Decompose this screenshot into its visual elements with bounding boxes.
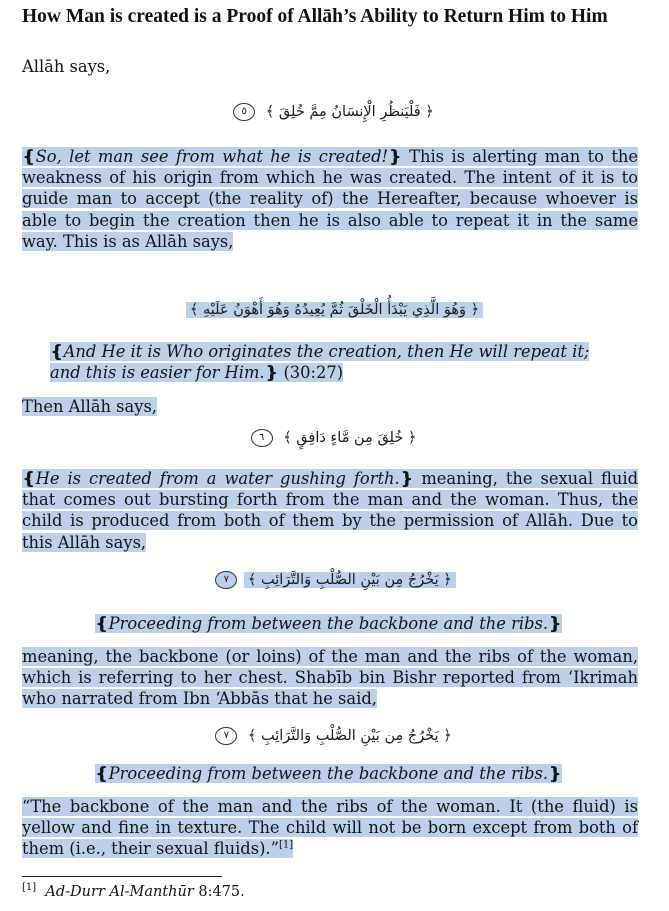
quote-block-5 <box>95 763 575 784</box>
ayah-number-badge: ٦ <box>251 429 273 447</box>
highlighted-quote-4 <box>95 614 562 633</box>
highlighted-paragraph-4: meaning, the backbone (or loins) of the man and the ribs of the woman, which is referring to her chest. Shabīb bin Bishr reported from ‘Ikrimah who narrated from Ibn ‘Abbās that he said, <box>22 647 638 709</box>
quote-close-brace-icon: ❵ <box>264 363 279 383</box>
arabic-verse-2-text: ﴿ وَهُوَ الَّذِي يَبْدَأُ الْخَلْقَ ثُمَّ يُعِيدُهُ وَهُوَ أَهْوَنُ عَلَيْهِ ﴾ <box>186 302 483 318</box>
allah-says-text: Allāh says, <box>22 57 111 76</box>
highlighted-quote-2 <box>50 342 589 382</box>
arabic-verse-4-text: ﴿ يَخْرُجُ مِن بَيْنِ الصُّلْبِ وَالتَّرَائِبِ ﴾ <box>244 572 456 588</box>
quote-close-brace-icon: ❵ <box>388 147 402 166</box>
footnote-source-title: Ad-Durr Al-Manthūr <box>45 884 194 900</box>
quote-open-brace-icon: ❴ <box>22 147 36 166</box>
ayah-number-badge: ٥ <box>233 103 255 121</box>
highlighted-quote-5 <box>95 764 562 783</box>
quote-block-2 <box>50 341 616 383</box>
quote-close-brace-icon: ❵ <box>548 614 562 633</box>
then-allah-says-text: Then Allāh says, <box>22 397 157 416</box>
paragraph-1 <box>22 146 638 252</box>
arabic-verse-3-text: ﴿ خُلِقَ مِن مَّاءٍ دَافِقٍ ﴾ <box>283 430 417 446</box>
arabic-verse-5 <box>0 724 669 748</box>
ayah-number-badge: ٧ <box>215 727 237 745</box>
arabic-verse-3 <box>0 426 669 450</box>
paragraph-4 <box>22 646 638 710</box>
arabic-verse-1 <box>0 100 669 124</box>
ayah-number-badge: ٧ <box>215 571 237 589</box>
quote-open-brace-icon: ❴ <box>50 342 64 361</box>
then-allah-says-line <box>22 396 642 417</box>
quote-open-brace-icon: ❴ <box>95 764 109 783</box>
highlighted-paragraph-3 <box>22 469 638 552</box>
footnote <box>22 882 245 902</box>
quote-1: So, let man see from what he is created! <box>35 147 389 166</box>
footnote-source-location: 8:475. <box>193 884 245 900</box>
quote-block-4 <box>95 613 575 634</box>
arabic-verse-5-text: ﴿ يَخْرُجُ مِن بَيْنِ الصُّلْبِ وَالتَّرَائِبِ ﴾ <box>247 728 452 744</box>
quote-close-brace-icon: ❵ <box>548 764 562 783</box>
paragraph-3 <box>22 468 638 553</box>
quote-open-brace-icon: ❴ <box>22 469 36 488</box>
quote-3: He is created from a water gushing forth. <box>35 469 400 488</box>
allah-says-line-1 <box>22 56 642 77</box>
footnote-marker: [1] <box>22 882 37 894</box>
paragraph-5 <box>22 796 638 860</box>
footnote-reference-marker[interactable]: [1] <box>278 839 294 851</box>
arabic-verse-1-text: ﴿ فَلْيَنظُرِ الْإِنسَانُ مِمَّ خُلِقَ ﴾ <box>265 104 434 120</box>
quote-5: Proceeding from between the backbone and the ribs. <box>108 764 549 783</box>
arabic-verse-4 <box>0 568 669 592</box>
quote-2-reference: (30:27) <box>278 363 344 383</box>
highlighted-paragraph-5 <box>22 797 638 858</box>
paragraph-5-text: “The backbone of the man and the ribs of the woman. It (the fluid) is yellow and fine in texture. The child will not be born except from both of them (i.e., their sexual fluids).” <box>22 797 638 859</box>
section-heading: How Man is created is a Proof of Allāh’s Ability to Return Him to Him <box>22 6 608 27</box>
quote-open-brace-icon: ❴ <box>95 614 109 633</box>
quote-2: And He it is Who originates the creation, then He will repeat it; and this is easier for Him. <box>50 342 590 383</box>
highlighted-paragraph-1 <box>22 147 638 251</box>
arabic-verse-2 <box>0 298 669 322</box>
paragraph-3-text: meaning, the sexual fluid that comes out bursting forth from the man and the woman. Thus, the child is produced from both of them by the permission of Allāh. Due to this Allāh says, <box>22 469 638 552</box>
paragraph-1-text: This is alerting man to the weakness of his origin from which he was created. The intent of it is to guide man to accept (the reality of) the Hereafter, because whoever is able to begin the creation then he is also able to repeat it in the same way. This is as Allāh says, <box>22 147 638 251</box>
quote-4: Proceeding from between the backbone and the ribs. <box>108 614 549 633</box>
footnote-divider <box>22 876 222 877</box>
quote-close-brace-icon: ❵ <box>399 469 414 488</box>
